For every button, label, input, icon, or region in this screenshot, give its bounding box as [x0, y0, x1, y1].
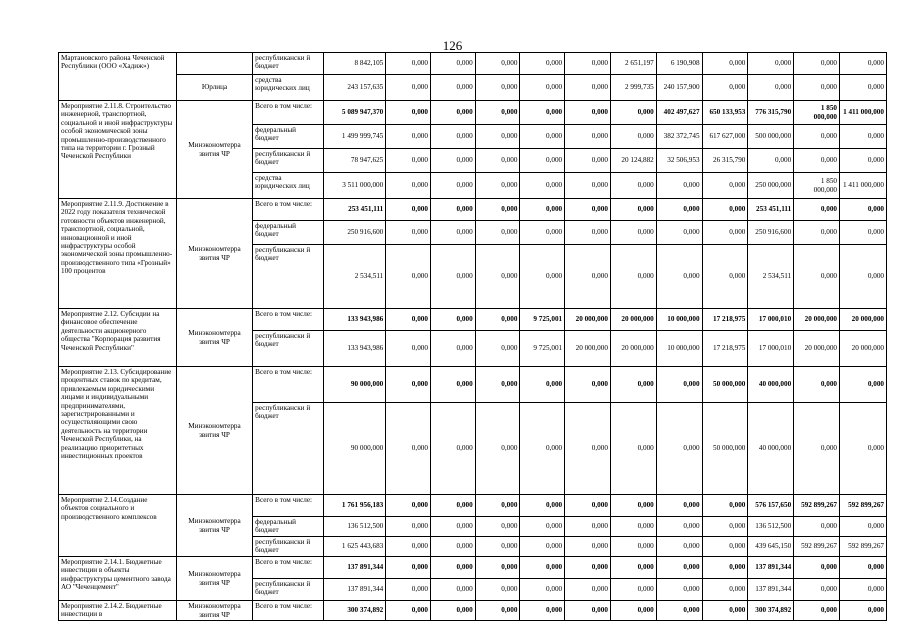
year-amount: 0,000	[386, 579, 431, 601]
year-amount: 137 891,344	[748, 557, 794, 579]
total-amount: 1 761 956,183	[324, 495, 386, 517]
year-amount: 0,000	[565, 367, 611, 403]
year-amount: 0,000	[475, 173, 520, 199]
year-amount: 0,000	[840, 557, 887, 579]
year-amount: 0,000	[610, 537, 656, 557]
year-amount: 2 534,511	[748, 245, 794, 309]
total-amount: 136 512,500	[324, 517, 386, 537]
year-amount: 0,000	[475, 579, 520, 601]
year-amount: 40 000,000	[748, 367, 794, 403]
year-amount: 0,000	[702, 245, 748, 309]
year-amount: 0,000	[386, 537, 431, 557]
year-amount: 0,000	[656, 601, 702, 621]
year-amount: 0,000	[702, 579, 748, 601]
year-amount: 0,000	[702, 221, 748, 245]
year-amount: 0,000	[475, 601, 520, 621]
year-amount: 650 133,953	[702, 101, 748, 125]
year-amount: 0,000	[565, 557, 611, 579]
year-amount: 0,000	[565, 101, 611, 125]
year-amount: 0,000	[475, 517, 520, 537]
year-amount: 576 157,650	[748, 495, 794, 517]
year-amount: 0,000	[656, 403, 702, 495]
funding-source: федеральный бюджет	[253, 221, 324, 245]
year-amount: 9 725,001	[520, 309, 565, 331]
year-amount: 0,000	[520, 75, 565, 101]
funding-source: федеральный бюджет	[253, 125, 324, 149]
measure-name: Мероприятие 2.14.1. Бюджетные инвестиции в объекты инфраструктуры цементного завода АО "Чеченцемент"	[59, 557, 177, 601]
year-amount: 0,000	[610, 579, 656, 601]
total-amount: 133 943,986	[324, 331, 386, 367]
year-amount: 0,000	[610, 221, 656, 245]
year-amount: 1 850 000,000	[794, 101, 840, 125]
year-amount: 0,000	[656, 173, 702, 199]
year-amount: 9 725,001	[520, 331, 565, 367]
year-amount: 0,000	[840, 75, 887, 101]
year-amount: 20 124,882	[610, 149, 656, 173]
year-amount: 0,000	[430, 403, 475, 495]
year-amount: 0,000	[565, 149, 611, 173]
year-amount: 0,000	[794, 601, 840, 621]
year-amount: 0,000	[430, 537, 475, 557]
year-amount: 0,000	[794, 557, 840, 579]
year-amount: 592 899,267	[794, 537, 840, 557]
year-amount: 0,000	[475, 245, 520, 309]
year-amount: 0,000	[386, 557, 431, 579]
year-amount: 0,000	[475, 125, 520, 149]
year-amount: 0,000	[386, 125, 431, 149]
year-amount: 20 000,000	[565, 331, 611, 367]
year-amount: 0,000	[702, 557, 748, 579]
table-row	[59, 309, 887, 331]
year-amount: 17 218,975	[702, 331, 748, 367]
year-amount: 0,000	[610, 517, 656, 537]
total-amount: 8 842,105	[324, 53, 386, 75]
year-amount: 0,000	[840, 367, 887, 403]
year-amount: 0,000	[520, 149, 565, 173]
table-row	[59, 557, 887, 579]
year-amount: 0,000	[565, 173, 611, 199]
year-amount: 439 645,150	[748, 537, 794, 557]
year-amount: 382 372,745	[656, 125, 702, 149]
year-amount: 617 627,000	[702, 125, 748, 149]
year-amount: 0,000	[430, 53, 475, 75]
year-amount: 2 651,197	[610, 53, 656, 75]
year-amount: 0,000	[520, 367, 565, 403]
year-amount: 0,000	[565, 125, 611, 149]
year-amount: 0,000	[475, 367, 520, 403]
year-amount: 136 512,500	[748, 517, 794, 537]
year-amount: 10 000,000	[656, 331, 702, 367]
year-amount: 0,000	[475, 75, 520, 101]
funding-source: республикански й бюджет	[253, 149, 324, 173]
year-amount: 0,000	[386, 601, 431, 621]
year-amount: 0,000	[748, 53, 794, 75]
year-amount: 32 506,953	[656, 149, 702, 173]
total-amount: 137 891,344	[324, 557, 386, 579]
responsible-executor: Минэкономтерра звития ЧР	[176, 101, 252, 199]
year-amount: 0,000	[794, 149, 840, 173]
year-amount: 0,000	[565, 579, 611, 601]
table-row	[59, 495, 887, 517]
year-amount: 0,000	[475, 101, 520, 125]
year-amount: 0,000	[794, 53, 840, 75]
year-amount: 0,000	[610, 101, 656, 125]
year-amount: 0,000	[475, 537, 520, 557]
year-amount: 250 916,600	[748, 221, 794, 245]
year-amount: 0,000	[565, 245, 611, 309]
responsible-executor: Минэкономтерра звития ЧР	[176, 199, 252, 309]
year-amount: 0,000	[475, 221, 520, 245]
year-amount: 0,000	[610, 601, 656, 621]
year-amount: 0,000	[610, 173, 656, 199]
year-amount: 1 850 000,000	[794, 173, 840, 199]
table-row	[59, 75, 887, 101]
total-amount: 1 625 443,683	[324, 537, 386, 557]
year-amount: 0,000	[565, 403, 611, 495]
year-amount: 0,000	[430, 75, 475, 101]
year-amount: 0,000	[610, 557, 656, 579]
measure-name: Мартановского района Чеченской Республики (ООО «Хадиж»)	[59, 53, 177, 101]
year-amount: 0,000	[702, 75, 748, 101]
year-amount: 20 000,000	[794, 331, 840, 367]
year-amount: 26 315,790	[702, 149, 748, 173]
responsible-executor: Юрлица	[176, 75, 252, 101]
year-amount: 0,000	[794, 199, 840, 221]
year-amount: 0,000	[475, 149, 520, 173]
year-amount: 0,000	[656, 537, 702, 557]
year-amount: 0,000	[520, 101, 565, 125]
year-amount: 0,000	[794, 403, 840, 495]
year-amount: 0,000	[386, 149, 431, 173]
responsible-executor: Минэкономтерра звития ЧР	[176, 495, 252, 557]
year-amount: 0,000	[840, 149, 887, 173]
year-amount: 0,000	[794, 517, 840, 537]
total-amount: 2 534,511	[324, 245, 386, 309]
year-amount: 0,000	[565, 75, 611, 101]
funding-source: средства юридических лиц	[253, 173, 324, 199]
year-amount: 0,000	[520, 245, 565, 309]
year-amount: 592 899,267	[794, 495, 840, 517]
year-amount: 0,000	[565, 199, 611, 221]
funding-source: республикански й бюджет	[253, 53, 324, 75]
year-amount: 0,000	[702, 517, 748, 537]
year-amount: 0,000	[386, 517, 431, 537]
year-amount: 20 000,000	[840, 309, 887, 331]
year-amount: 0,000	[702, 53, 748, 75]
year-amount: 0,000	[520, 221, 565, 245]
year-amount: 0,000	[386, 403, 431, 495]
year-amount: 0,000	[386, 75, 431, 101]
year-amount: 0,000	[565, 495, 611, 517]
year-amount: 0,000	[794, 75, 840, 101]
year-amount: 0,000	[520, 601, 565, 621]
year-amount: 0,000	[430, 173, 475, 199]
year-amount: 0,000	[794, 125, 840, 149]
funding-source: республикански й бюджет	[253, 579, 324, 601]
year-amount: 0,000	[702, 537, 748, 557]
year-amount: 0,000	[840, 601, 887, 621]
year-amount: 0,000	[840, 517, 887, 537]
year-amount: 0,000	[386, 173, 431, 199]
year-amount: 0,000	[702, 495, 748, 517]
year-amount: 0,000	[656, 495, 702, 517]
funding-source: Всего в том числе:	[253, 601, 324, 621]
year-amount: 0,000	[386, 221, 431, 245]
year-amount: 0,000	[840, 579, 887, 601]
measure-name: Мероприятие 2.14.Создание объектов социального и производственного комплексов	[59, 495, 177, 557]
measure-name: Мероприятие 2.11.8. Строительство инженерной, транспортной, социальной и иной инфраструктуры особой экономической зоны промышленно-производственного типа на территории г. Грозный Чеченской Республики	[59, 101, 177, 199]
year-amount: 0,000	[610, 403, 656, 495]
year-amount: 240 157,900	[656, 75, 702, 101]
year-amount: 0,000	[702, 173, 748, 199]
year-amount: 0,000	[430, 245, 475, 309]
year-amount: 0,000	[520, 53, 565, 75]
year-amount: 500 000,000	[748, 125, 794, 149]
funding-source: Всего в том числе:	[253, 309, 324, 331]
table-row	[59, 53, 887, 75]
year-amount: 0,000	[520, 199, 565, 221]
funding-source: Всего в том числе:	[253, 557, 324, 579]
total-amount: 78 947,625	[324, 149, 386, 173]
responsible-executor: Минэкономтерра звития ЧР	[176, 601, 252, 621]
year-amount: 0,000	[386, 245, 431, 309]
year-amount: 0,000	[520, 517, 565, 537]
year-amount: 0,000	[702, 601, 748, 621]
year-amount: 0,000	[430, 101, 475, 125]
year-amount: 0,000	[475, 495, 520, 517]
total-amount: 1 499 999,745	[324, 125, 386, 149]
year-amount: 0,000	[748, 75, 794, 101]
table-row	[59, 101, 887, 125]
total-amount: 137 891,344	[324, 579, 386, 601]
total-amount: 300 374,892	[324, 601, 386, 621]
year-amount: 0,000	[386, 495, 431, 517]
year-amount: 20 000,000	[794, 309, 840, 331]
total-amount: 250 916,600	[324, 221, 386, 245]
year-amount: 0,000	[565, 221, 611, 245]
year-amount: 0,000	[475, 331, 520, 367]
year-amount: 0,000	[840, 125, 887, 149]
year-amount: 0,000	[794, 245, 840, 309]
year-amount: 0,000	[430, 579, 475, 601]
year-amount: 6 190,908	[656, 53, 702, 75]
year-amount: 0,000	[565, 517, 611, 537]
year-amount: 0,000	[656, 517, 702, 537]
responsible-executor	[176, 53, 252, 75]
year-amount: 0,000	[610, 495, 656, 517]
year-amount: 592 899,267	[840, 537, 887, 557]
funding-source: средства юридических лиц	[253, 75, 324, 101]
year-amount: 0,000	[520, 173, 565, 199]
year-amount: 0,000	[702, 199, 748, 221]
year-amount: 17 218,975	[702, 309, 748, 331]
budget-table	[58, 52, 887, 621]
year-amount: 0,000	[656, 367, 702, 403]
year-amount: 0,000	[386, 53, 431, 75]
funding-source: республикански й бюджет	[253, 331, 324, 367]
funding-source: республикански й бюджет	[253, 403, 324, 495]
measure-name: Мероприятие 2.13. Субсидирование процентных ставок по кредитам, привлекаемым юридическими лицами и индивидуальными предпринимателями, зарегистрированными и осуществляющими свою деятельность на территории Чеченской Республики, на реализацию приоритетных инвестиционных проектов	[59, 367, 177, 495]
responsible-executor: Минэкономтерра звития ЧР	[176, 309, 252, 367]
year-amount: 0,000	[430, 199, 475, 221]
total-amount: 133 943,986	[324, 309, 386, 331]
year-amount: 0,000	[430, 331, 475, 367]
year-amount: 0,000	[475, 53, 520, 75]
year-amount: 0,000	[430, 517, 475, 537]
year-amount: 0,000	[386, 199, 431, 221]
year-amount: 20 000,000	[565, 309, 611, 331]
year-amount: 1 411 000,000	[840, 173, 887, 199]
year-amount: 0,000	[475, 199, 520, 221]
funding-source: Всего в том числе:	[253, 367, 324, 403]
year-amount: 250 000,000	[748, 173, 794, 199]
funding-source: Всего в том числе:	[253, 495, 324, 517]
total-amount: 90 000,000	[324, 403, 386, 495]
year-amount: 253 451,111	[748, 199, 794, 221]
year-amount: 0,000	[430, 149, 475, 173]
funding-source: республикански й бюджет	[253, 537, 324, 557]
year-amount: 0,000	[840, 245, 887, 309]
year-amount: 0,000	[430, 221, 475, 245]
total-amount: 253 451,111	[324, 199, 386, 221]
year-amount: 0,000	[565, 53, 611, 75]
year-amount: 2 999,735	[610, 75, 656, 101]
table-row	[59, 601, 887, 621]
year-amount: 0,000	[610, 245, 656, 309]
responsible-executor: Минэкономтерра звития ЧР	[176, 557, 252, 601]
year-amount: 0,000	[520, 403, 565, 495]
page-number: 126	[442, 38, 463, 53]
year-amount: 0,000	[386, 309, 431, 331]
year-amount: 0,000	[565, 537, 611, 557]
year-amount: 0,000	[656, 557, 702, 579]
year-amount: 50 000,000	[702, 403, 748, 495]
measure-name: Мероприятие 2.14.2. Бюджетные инвестиции в	[59, 601, 177, 621]
measure-name: Мероприятие 2.12. Субсидии на финансовое обеспечение деятельности акционерного общества "Корпорация развития Чеченской Республики"	[59, 309, 177, 367]
year-amount: 0,000	[520, 557, 565, 579]
year-amount: 0,000	[840, 199, 887, 221]
year-amount: 0,000	[840, 403, 887, 495]
year-amount: 0,000	[475, 557, 520, 579]
year-amount: 0,000	[430, 495, 475, 517]
responsible-executor: Минэкономтерра звития ЧР	[176, 367, 252, 495]
year-amount: 0,000	[610, 367, 656, 403]
year-amount: 0,000	[610, 125, 656, 149]
year-amount: 0,000	[840, 221, 887, 245]
year-amount: 50 000,000	[702, 367, 748, 403]
year-amount: 300 374,892	[748, 601, 794, 621]
year-amount: 0,000	[610, 199, 656, 221]
year-amount: 0,000	[386, 101, 431, 125]
year-amount: 402 497,627	[656, 101, 702, 125]
year-amount: 1 411 000,000	[840, 101, 887, 125]
year-amount: 0,000	[430, 309, 475, 331]
total-amount: 243 157,635	[324, 75, 386, 101]
year-amount: 0,000	[430, 125, 475, 149]
funding-source: Всего в том числе:	[253, 199, 324, 221]
year-amount: 0,000	[430, 557, 475, 579]
year-amount: 0,000	[794, 367, 840, 403]
year-amount: 0,000	[840, 53, 887, 75]
funding-source: федеральный бюджет	[253, 517, 324, 537]
year-amount: 137 891,344	[748, 579, 794, 601]
year-amount: 0,000	[794, 579, 840, 601]
year-amount: 20 000,000	[840, 331, 887, 367]
year-amount: 0,000	[656, 245, 702, 309]
year-amount: 0,000	[430, 601, 475, 621]
year-amount: 20 000,000	[610, 309, 656, 331]
total-amount: 3 511 000,000	[324, 173, 386, 199]
year-amount: 0,000	[656, 579, 702, 601]
table-row	[59, 199, 887, 221]
total-amount: 90 000,000	[324, 367, 386, 403]
year-amount: 0,000	[520, 125, 565, 149]
year-amount: 0,000	[520, 537, 565, 557]
year-amount: 40 000,000	[748, 403, 794, 495]
year-amount: 0,000	[386, 331, 431, 367]
year-amount: 10 000,000	[656, 309, 702, 331]
year-amount: 0,000	[656, 199, 702, 221]
year-amount: 0,000	[520, 495, 565, 517]
funding-source: республикански й бюджет	[253, 245, 324, 309]
year-amount: 0,000	[520, 579, 565, 601]
year-amount: 0,000	[565, 601, 611, 621]
table-row	[59, 367, 887, 403]
year-amount: 776 315,790	[748, 101, 794, 125]
year-amount: 0,000	[386, 367, 431, 403]
year-amount: 592 899,267	[840, 495, 887, 517]
total-amount: 5 089 947,370	[324, 101, 386, 125]
funding-source: Всего в том числе:	[253, 101, 324, 125]
year-amount: 20 000,000	[610, 331, 656, 367]
year-amount: 0,000	[656, 221, 702, 245]
year-amount: 0,000	[748, 149, 794, 173]
year-amount: 0,000	[475, 403, 520, 495]
year-amount: 17 000,010	[748, 331, 794, 367]
year-amount: 0,000	[430, 367, 475, 403]
year-amount: 17 000,010	[748, 309, 794, 331]
year-amount: 0,000	[475, 309, 520, 331]
year-amount: 0,000	[794, 221, 840, 245]
measure-name: Мероприятие 2.11.9. Достижение в 2022 году показателя технической готовности объектов инженерной, транспортной, социальной, инновационной и иной инфраструктуры особой экономической зоны промышленно-производственного типа «Грозный» 100 процентов	[59, 199, 177, 309]
